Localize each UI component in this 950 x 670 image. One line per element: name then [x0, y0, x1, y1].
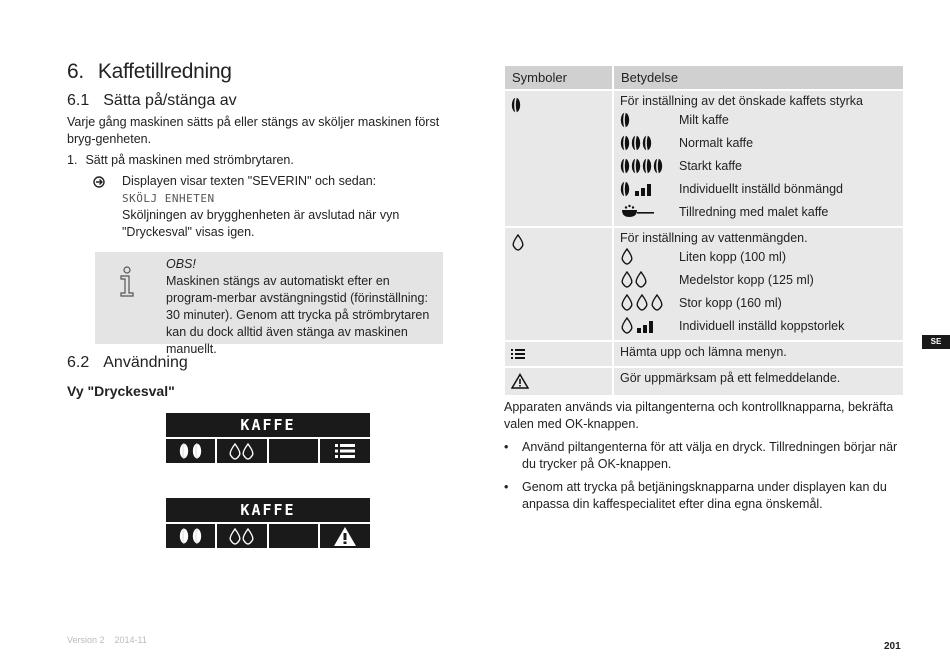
screen-title: KAFFE: [166, 498, 370, 522]
subsection-title: Sätta på/stänga av: [103, 92, 237, 109]
menu-icon: [511, 349, 525, 363]
item-label: Individuell inställd koppstorlek: [679, 318, 845, 333]
footer-version: Version 2 2014-11: [67, 635, 147, 645]
list-item: [620, 177, 897, 200]
table-cell: [613, 227, 904, 341]
note-heading: OBS!: [166, 257, 196, 271]
result-block: [122, 173, 452, 241]
table-cell: Hämta upp och lämna menyn.: [613, 341, 904, 367]
result-line-2: Sköljningen av brygghenheten är avslutad när vyn "Dryckesval" visas igen.: [122, 208, 400, 239]
subsection-title: Användning: [103, 354, 188, 371]
table-header-row: [505, 66, 904, 90]
water-icon: [217, 439, 267, 463]
normal-coffee-icon: [620, 135, 679, 151]
list-item: [620, 200, 897, 223]
empty-cell: [269, 524, 318, 548]
item-label: Tillredning med malet kaffe: [679, 204, 829, 219]
list-item: [620, 131, 897, 154]
bullet-item: [504, 479, 908, 513]
note-text: Maskinen stängs av automatiskt efter en program-merbar avstängningstid (förinställning: 30 minuter). Genom att trycka på strömbrytaren kan du dock alltid även stänga av maskinen manuellt.: [166, 274, 430, 356]
item-label: Normalt kaffe: [679, 135, 754, 150]
small-cup-icon: [620, 248, 679, 265]
list-item: [620, 291, 897, 314]
bullet-text: Använd piltangenterna för att välja en dryck. Tillredningen börjar när du trycker på OK-knappen.: [522, 440, 898, 471]
table-cell: [613, 90, 904, 227]
item-label: Individuellt inställd bönmängd: [679, 181, 843, 196]
table-header: Betydelse: [613, 66, 904, 90]
bullet-dot: •: [504, 440, 509, 454]
item-label: Milt kaffe: [679, 112, 729, 127]
strong-coffee-icon: [620, 158, 679, 174]
ground-coffee-icon: [620, 204, 679, 220]
table-cell: [505, 367, 613, 395]
display-screen-2: [166, 498, 370, 548]
body-paragraph: Apparaten används via piltangenterna och kontrollknapparna, bekräfta valen med OK-knappen.: [504, 400, 894, 431]
table-cell: [505, 341, 613, 367]
empty-cell: [269, 439, 318, 463]
medium-cup-icon: [620, 271, 679, 288]
table-row: [505, 90, 904, 227]
bullet-dot: •: [504, 480, 509, 494]
view-heading: Vy "Dryckesval": [67, 383, 175, 399]
individual-bean-icon: [620, 181, 679, 197]
language-tab: SE: [922, 335, 950, 349]
section-heading: [67, 60, 232, 84]
note-box: [95, 252, 443, 356]
subsection-heading-1: [67, 92, 237, 110]
water-icon: [217, 524, 267, 548]
display-text: SKÖLJ ENHETEN: [122, 192, 215, 205]
warning-icon: [511, 378, 529, 392]
step-text: Sätt på maskinen med strömbrytaren.: [85, 153, 294, 167]
subsection-number: 6.1: [67, 92, 90, 109]
bullet-item: [504, 439, 908, 473]
result-arrow-icon: [93, 175, 105, 193]
subsection-number: 6.2: [67, 354, 90, 371]
step-1: [67, 152, 294, 169]
drop-icon: [511, 234, 606, 254]
item-label: Stor kopp (160 ml): [679, 295, 782, 310]
list-item: [620, 154, 897, 177]
section-title: Kaffetillredning: [97, 60, 232, 83]
table-row: [505, 367, 904, 395]
table-row: [505, 341, 904, 367]
table-row: [505, 227, 904, 341]
table-cell: [505, 90, 613, 227]
item-label: Liten kopp (100 ml): [679, 249, 787, 264]
item-label: Medelstor kopp (125 ml): [679, 272, 814, 287]
table-cell: [505, 227, 613, 341]
usage-text: [504, 399, 908, 513]
step-number: 1.: [67, 153, 78, 167]
list-item: [620, 245, 897, 268]
list-item: [620, 108, 897, 131]
list-item: [620, 268, 897, 291]
water-description: För inställning av vattenmängden.: [620, 231, 808, 245]
info-icon: [117, 266, 137, 303]
display-screen-1: [166, 413, 370, 463]
table-header: Symboler: [505, 66, 613, 90]
item-label: Starkt kaffe: [679, 158, 742, 173]
individual-cup-icon: [620, 317, 679, 334]
page-number: 201: [884, 641, 901, 652]
list-item: [620, 314, 897, 337]
table-cell: Gör uppmärksam på ett felmeddelande.: [613, 367, 904, 395]
strength-description: För inställning av det önskade kaffets styrka: [620, 94, 863, 108]
bullet-text: Genom att trycka på betjäningsknapparna under displayen kan du anpassa din kaffespecialitet efter dina egna önskemål.: [522, 480, 887, 511]
note-content: [166, 256, 438, 358]
menu-icon: [320, 439, 370, 463]
large-cup-icon: [620, 294, 679, 311]
intro-text: Varje gång maskinen sätts på eller stängs av sköljer maskinen först bryg-genheten.: [67, 115, 440, 146]
section-number: 6.: [67, 60, 84, 83]
subsection-heading-2: [67, 354, 188, 372]
strength-icon: [166, 439, 215, 463]
screen-title: KAFFE: [166, 413, 370, 437]
symbol-table: [505, 66, 905, 395]
warning-icon: [320, 524, 370, 548]
result-line-1: Displayen visar texten "SEVERIN" och sedan:: [122, 174, 377, 188]
bean-icon: [511, 97, 606, 116]
strength-icon: [166, 524, 215, 548]
mild-coffee-icon: [620, 112, 679, 128]
